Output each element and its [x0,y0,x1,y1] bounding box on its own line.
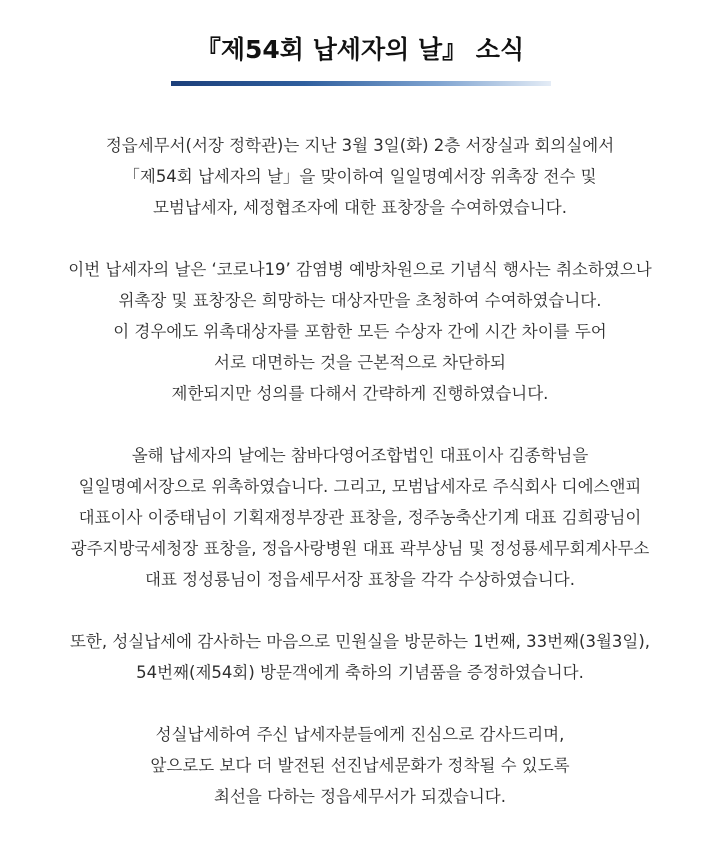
paragraph-covid [0,254,720,409]
text-line: 또한, 성실납세에 감사하는 마음으로 민원실을 방문하는 1번째, 33번째(3월3일), [69,632,651,651]
text-line: 광주지방국세청장 표창을, 정읍사랑병원 대표 곽부상님 및 정성룡세무회계사무소 [70,539,650,558]
paragraph-intro [0,130,720,223]
text-line: 서로 대면하는 것을 근본적으로 차단하되 [214,353,506,372]
text-line: 성실납세하여 주신 납세자분들에게 진심으로 감사드리며, [155,725,565,744]
text-line: 위촉장 및 표창장은 희망하는 대상자만을 초청하여 수여하였습니다. [118,291,602,310]
paragraph-closing [0,719,720,812]
text-line: 대표 정성룡님이 정읍세무서장 표창을 각각 수상하였습니다. [145,570,575,589]
text-line: 「제54회 납세자의 날」을 맞이하여 일일명예서장 위촉장 전수 및 [123,167,597,186]
paragraph-gifts [0,626,720,688]
text-line: 앞으로도 보다 더 발전된 선진납세문화가 정착될 수 있도록 [150,756,570,775]
text-line: 이번 납세자의 날은 ‘코로나19’ 감염병 예방차원으로 기념식 행사는 취소하였으나 [68,260,652,279]
text-line: 일일명예서장으로 위촉하였습니다. 그리고, 모범납세자로 주식회사 디에스앤피 [78,477,642,496]
text-line: 대표이사 이중태님이 기획재정부장관 표창을, 정주농축산기계 대표 김희광님이 [78,508,642,527]
text-line: 최선을 다하는 정읍세무서가 되겠습니다. [214,787,506,806]
text-line: 54번째(제54회) 방문객에게 축하의 기념품을 증정하였습니다. [136,663,584,682]
text-line: 올해 납세자의 날에는 참바다영어조합법인 대표이사 김종학님을 [131,446,589,465]
paragraph-awardees [0,440,720,595]
text-line: 정읍세무서(서장 정학관)는 지난 3월 3일(화) 2층 서장실과 회의실에서 [105,136,615,155]
text-line: 제한되지만 성의를 다해서 간략하게 진행하였습니다. [171,384,549,403]
title-divider [171,81,551,86]
page-title: 『제54회 납세자의 날』 소식 [195,35,525,64]
text-line: 이 경우에도 위촉대상자를 포함한 모든 수상자 간에 시간 차이를 두어 [113,322,607,341]
text-line: 모범납세자, 세정협조자에 대한 표창장을 수여하였습니다. [152,198,567,217]
article-body [0,130,720,843]
